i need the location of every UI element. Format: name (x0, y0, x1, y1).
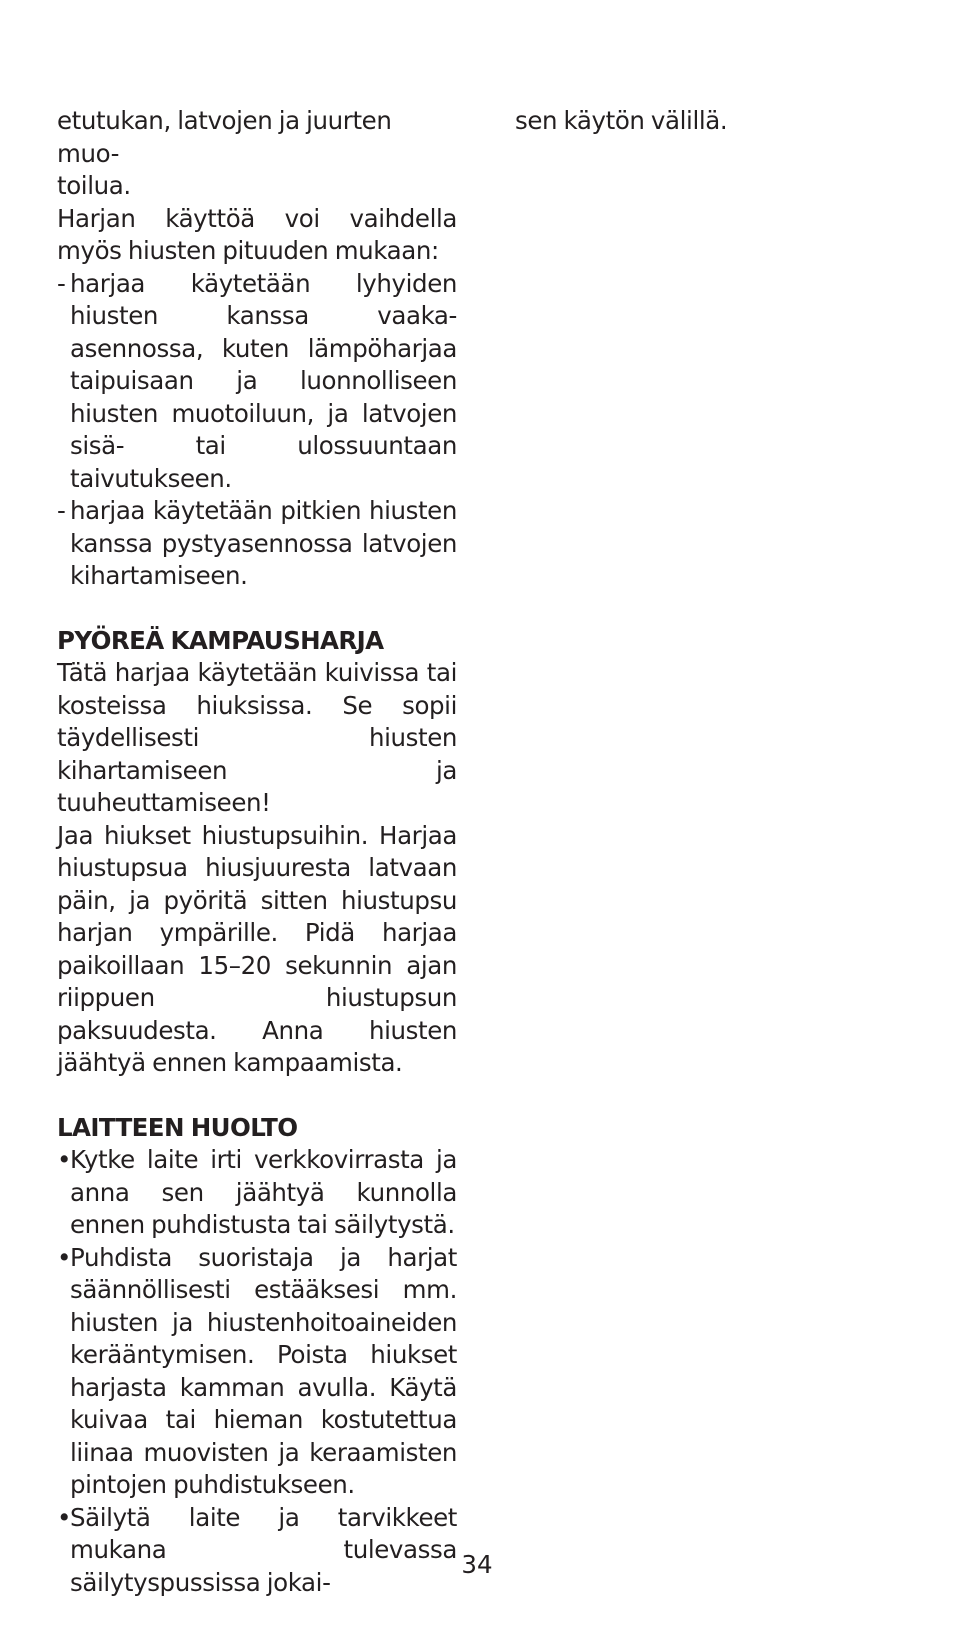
bullet-item-text: Kytke laite irti verkkovirrasta ja anna sen jäähtyä kunnolla ennen puhdistusta tai säilytystä. (70, 1145, 457, 1239)
dash-marker: - (57, 496, 66, 525)
bullet-item-text: Puhdista suoristaja ja harjat säännöllisesti estääksesi mm. hiusten ja hiustenhoitoaineiden kerääntymisen. Poista hiukset harjasta kamman avulla. Käytä kuivaa tai hieman kostutettua liinaa muovisten ja keraamisten pintojen puhdistukseen. (70, 1242, 457, 1499)
intro-line-2: toilua. (57, 171, 131, 200)
section-heading-maintenance: LAITTEEN HUOLTO (57, 1112, 298, 1142)
dash-list-item (57, 495, 457, 593)
bullet-item-text: Säilytä laite ja tarvikkeet mukana tulevassa säilytyspussissa jokai- (70, 1502, 457, 1597)
bullet-marker: • (57, 1502, 72, 1532)
section-spacer (57, 593, 457, 625)
round-brush-paragraph-1: Tätä harjaa käytetään kuivissa tai kosteissa hiuksissa. Se sopii täydellisesti hiusten kihartamiseen ja tuuheuttamiseen! (57, 658, 457, 817)
continuation-text: sen käytön välillä. (515, 106, 728, 135)
section-heading-round-brush: PYÖREÄ KAMPAUSHARJA (57, 625, 384, 655)
dash-item-text: harjaa käytetään lyhyiden hiusten kanssa vaaka-asennossa, kuten lämpöharjaa taipuisaan ja luonnolliseen hiusten muotoiluun, ja latvojen sisä- tai ulossuuntaan taivutukseen. (70, 268, 457, 493)
right-column (515, 105, 915, 138)
section-spacer (57, 1080, 457, 1112)
dash-marker: - (57, 268, 66, 298)
bullet-marker: • (57, 1242, 72, 1272)
dash-list-item (57, 268, 457, 496)
bullet-list-item (57, 1144, 457, 1242)
intro-line-1: etutukan, latvojen ja juurten muo- (57, 106, 392, 168)
intro-paragraph: Harjan käyttöä voi vaihdella myös hiusten pituuden mukaan: (57, 203, 457, 265)
bullet-list-item (57, 1242, 457, 1502)
bullet-marker: • (57, 1145, 72, 1174)
page-number: 34 (461, 1550, 493, 1579)
round-brush-paragraph-2: Jaa hiukset hiustupsuihin. Harjaa hiustupsua hiusjuuresta latvaan päin, ja pyöritä sitten hiustupsu harjan ympärille. Pidä harjaa paikoillaan 15–20 sekunnin ajan riippuen hiustupsun paksuudesta. Anna hiusten jäähtyä ennen kampaamista. (57, 820, 457, 1077)
dash-item-text: harjaa käytetään pitkien hiusten kanssa pystyasennossa latvojen kihartamiseen. (70, 496, 457, 590)
left-column (57, 105, 457, 1599)
